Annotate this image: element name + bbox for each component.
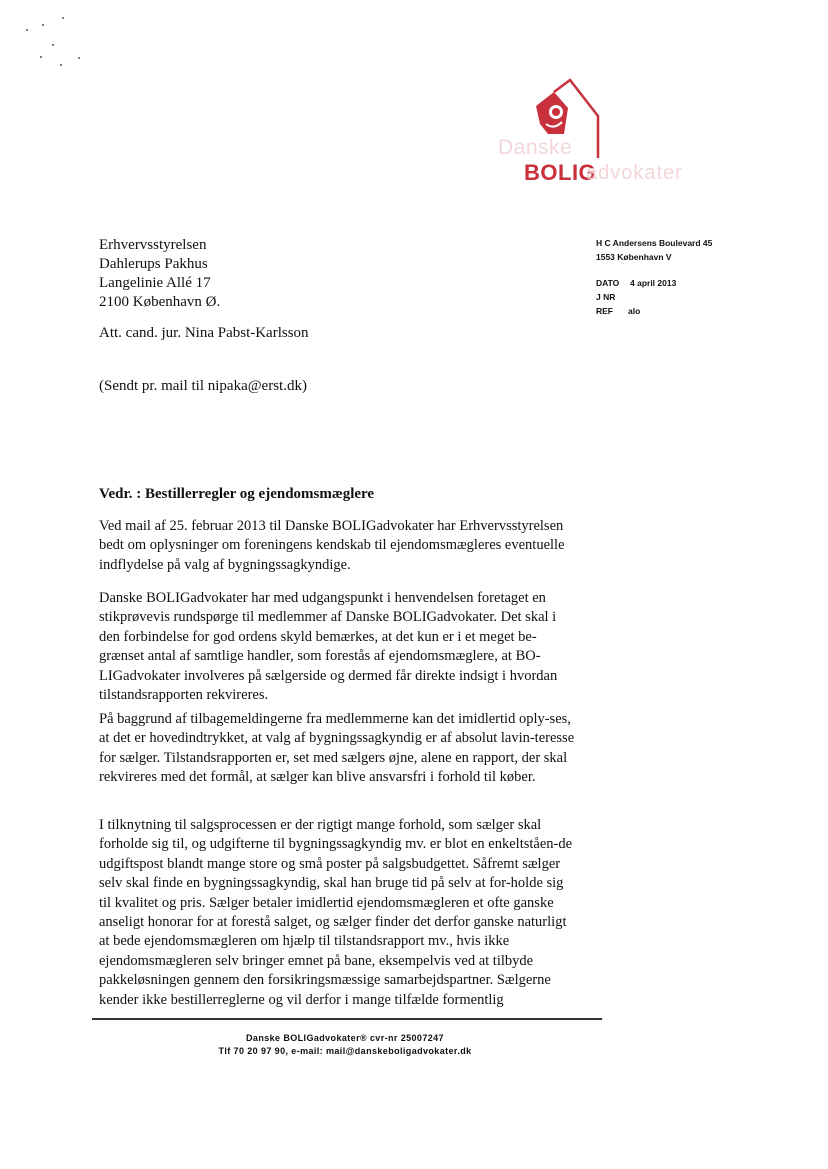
body-paragraph: Ved mail af 25. februar 2013 til Danske BOLIGadvokater har Erhvervsstyrelsen bedt om oplysninger om foreningens kendskab til ejendomsmægleres eventuelle indflydelse på valg af bygningssagkyndige.	[99, 518, 565, 573]
meta-ref-label: REF	[596, 306, 613, 316]
body-paragraph: I tilknytning til salgsprocessen er der rigtigt mange forhold, som sælger skal forholde sig til, og udgifterne til bygningssagkyndig mv. er blot en enkeltståen-de udgiftspost blandt mange store og små poster på salgsbudgettet. Såfremt sælger selv skal finde en bygningssagkyndig, skal han bruge tid på selv at for-holde sig til kvalitet og pris. Sælger betaler imidlertid ejendomsmægleren et ofte ganske anseligt honorar for at forestå salget, og sælger finder det derfor ganske naturligt at bede ejendomsmægleren om hjælp til tilstandsrapport mv., hvis ikke ejendomsmægleren selv bringer emnet på bane, eksempelvis ved at tilbyde pakkeløsningen gennem den forsikringsmæssige samarbejdspartner. Sælgerne kender ikke bestillerreglerne og vil derfor i mange tilfælde formentlig	[99, 817, 573, 1008]
logo-word-danske: Danske	[498, 136, 573, 159]
letter-subject: Vedr. : Bestillerregler og ejendomsmæglere	[99, 486, 375, 502]
meta-ref-value: alo	[628, 306, 641, 316]
recipient-line: Erhvervsstyrelsen	[99, 237, 207, 253]
attention-line: Att. cand. jur. Nina Pabst-Karlsson	[99, 325, 309, 341]
meta-date-value: 4 april 2013	[630, 278, 677, 288]
sender-line: 1553 København V	[596, 252, 672, 262]
recipient-line: Dahlerups Pakhus	[99, 256, 208, 272]
letter-meta	[596, 276, 676, 318]
sent-note: (Sendt pr. mail til nipaka@erst.dk)	[99, 378, 307, 394]
footer-company-line: Danske BOLIGadvokater® cvr-nr 25007247	[246, 1033, 444, 1043]
logo-word-advokater: advokater	[586, 162, 683, 184]
body-paragraph: På baggrund af tilbagemeldingerne fra medlemmerne kan det imidlertid oply-ses, at det er hovedindtrykket, at valg af bygningssagkyndig er af absolut lavin-teresse for sælger. Tilstandsrapporten er, set med sælgers øjne, alene en rapport, der skal rekvireres med det formål, at sælger kan blive ansvarsfri i forhold til køber.	[99, 711, 575, 786]
sender-address	[596, 236, 712, 264]
meta-date-label: DATO	[596, 278, 620, 288]
recipient-line: 2100 København Ø.	[99, 294, 221, 310]
recipient-address	[99, 236, 220, 312]
meta-jnr-row	[596, 290, 676, 304]
body-paragraph: Danske BOLIGadvokater har med udgangspunkt i henvendelsen foretaget en stikprøvevis rundspørge til medlemmer af Danske BOLIGadvokater. Det skal i den forbindelse for god ordens skyld bemærkes, at det kun er i et meget be-grænset antal af samtlige handler, som forestås af ejendomsmæglere, at BO-LIGadvokater involveres på sælgerside og dermed får direkte indsigt i hvordan tilstandsrapporten rekvireres.	[99, 590, 558, 704]
sender-line: H C Andersens Boulevard 45	[596, 238, 713, 248]
meta-ref-row	[596, 304, 676, 318]
recipient-line: Langelinie Allé 17	[99, 275, 211, 291]
logo-word-bolig: BOLIG	[524, 160, 597, 185]
footer-divider	[92, 1018, 602, 1020]
meta-jnr-label: J NR	[596, 292, 616, 302]
meta-date-row	[596, 276, 676, 290]
footer-contact-line: Tlf 70 20 97 90, e-mail: mail@danskeboligadvokater.dk	[218, 1046, 472, 1056]
company-logo	[498, 78, 728, 190]
